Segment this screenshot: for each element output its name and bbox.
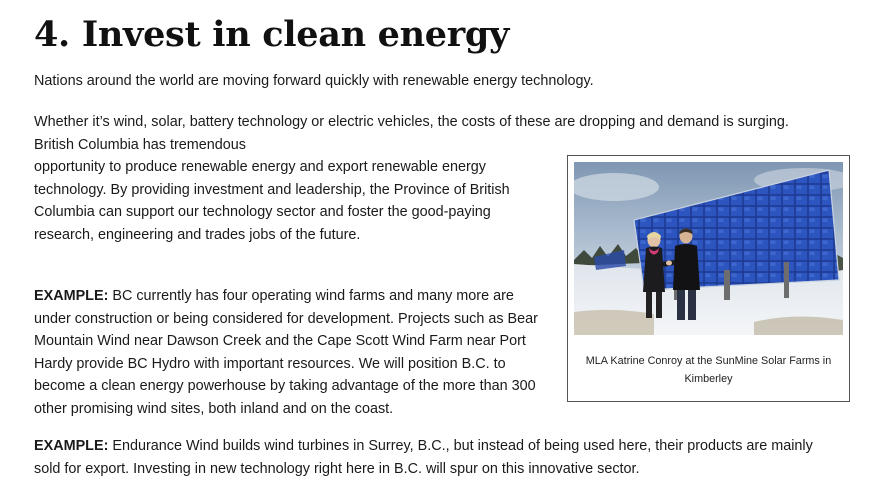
photo-caption bbox=[572, 352, 845, 388]
paragraph-line: Hardy provide BC Hydro with important resources. We will position B.C. to bbox=[34, 355, 506, 372]
example-endurance-wind-paragraph bbox=[34, 435, 864, 480]
paragraph-line: Endurance Wind builds wind turbines in Surrey, B.C., but instead of being used here, their products are mainly bbox=[108, 438, 813, 454]
photo-figure bbox=[567, 155, 850, 402]
paragraph-line: sold for export. Investing in new technology right here in B.C. will spur on this innovative sector. bbox=[34, 460, 640, 477]
example-label: EXAMPLE: bbox=[34, 288, 109, 304]
paragraph-line: British Columbia has tremendous bbox=[34, 136, 246, 153]
intro-paragraph: Nations around the world are moving forward quickly with renewable energy technology. bbox=[34, 73, 594, 89]
paragraph-line: other promising wind sites, both inland and on the coast. bbox=[34, 400, 394, 417]
section-heading: 4. Invest in clean energy bbox=[34, 14, 510, 55]
paragraph-line: under construction or being considered for development. Projects such as Bear bbox=[34, 310, 538, 327]
paragraph-line: BC currently has four operating wind farms and many more are bbox=[108, 288, 514, 304]
caption-line: MLA Katrine Conroy at the SunMine Solar Farms in bbox=[585, 355, 832, 367]
paragraph-line: research, engineering and trades jobs of the future. bbox=[34, 226, 361, 243]
solar-farm-photo bbox=[574, 162, 843, 335]
example-label: EXAMPLE: bbox=[34, 438, 109, 454]
paragraph-line: become a clean energy powerhouse by taking advantage of the more than 300 bbox=[34, 378, 536, 394]
example-wind-farms-paragraph bbox=[34, 285, 564, 420]
caption-line: Kimberley bbox=[684, 373, 733, 385]
paragraph-line: Columbia can support our technology sector and foster the good-paying bbox=[34, 204, 491, 220]
paragraph-line: technology. By providing investment and leadership, the Province of British bbox=[34, 181, 510, 198]
paragraph-line: opportunity to produce renewable energy and export renewable energy bbox=[34, 159, 487, 175]
paragraph-line: Mountain Wind near Dawson Creek and the Cape Scott Wind Farm near Port bbox=[34, 333, 526, 349]
paragraph-line: Whether it’s wind, solar, battery technology or electric vehicles, the costs of these are dropping and demand is surging. bbox=[34, 114, 789, 130]
